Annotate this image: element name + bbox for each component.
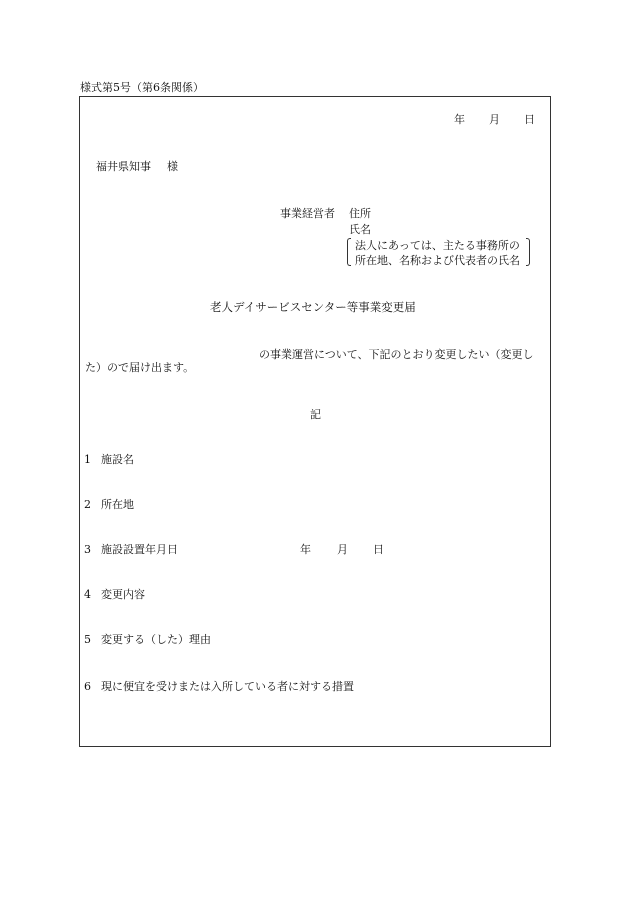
- addressee-honorific: 様: [167, 160, 178, 173]
- item-label: 変更内容: [101, 588, 145, 601]
- document-title: 老人デイサービスセンター等事業変更届: [210, 300, 416, 314]
- form-frame: [79, 96, 551, 747]
- bracket-left: [347, 238, 351, 266]
- form-number: 様式第5号（第6条関係）: [80, 81, 204, 94]
- body-text-line2: た）ので届け出ます。: [85, 361, 195, 374]
- applicant-name-label: 氏名: [349, 223, 371, 236]
- body-text-line1: の事業運営について、下記のとおり変更したい（変更し: [259, 348, 534, 361]
- ki-heading: 記: [310, 408, 321, 421]
- bracket-right: [526, 238, 530, 266]
- applicant-note-line1: 法人にあっては、主たる事務所の: [355, 239, 520, 252]
- item-number: 6: [84, 680, 91, 693]
- item3-month-label: 月: [337, 543, 348, 556]
- applicant-role: 事業経営者: [280, 207, 335, 220]
- item-label: 現に便宜を受けまたは入所している者に対する措置: [101, 680, 354, 693]
- item-label: 変更する（した）理由: [101, 633, 211, 646]
- item-number: 5: [84, 633, 91, 646]
- date-year-label: 年: [454, 113, 465, 126]
- item-number: 1: [84, 453, 91, 466]
- applicant-note-line2: 所在地、名称および代表者の氏名: [355, 254, 520, 267]
- item-number: 4: [84, 588, 91, 601]
- item3-day-label: 日: [373, 543, 384, 556]
- item-label: 施設設置年月日: [101, 543, 178, 556]
- date-day-label: 日: [524, 113, 535, 126]
- addressee-name: 福井県知事: [96, 160, 151, 173]
- item-number: 2: [84, 498, 91, 511]
- item-label: 所在地: [101, 498, 134, 511]
- item-label: 施設名: [101, 453, 134, 466]
- item3-year-label: 年: [300, 543, 311, 556]
- date-month-label: 月: [489, 113, 500, 126]
- applicant-address-label: 住所: [349, 207, 371, 220]
- item-number: 3: [84, 543, 91, 556]
